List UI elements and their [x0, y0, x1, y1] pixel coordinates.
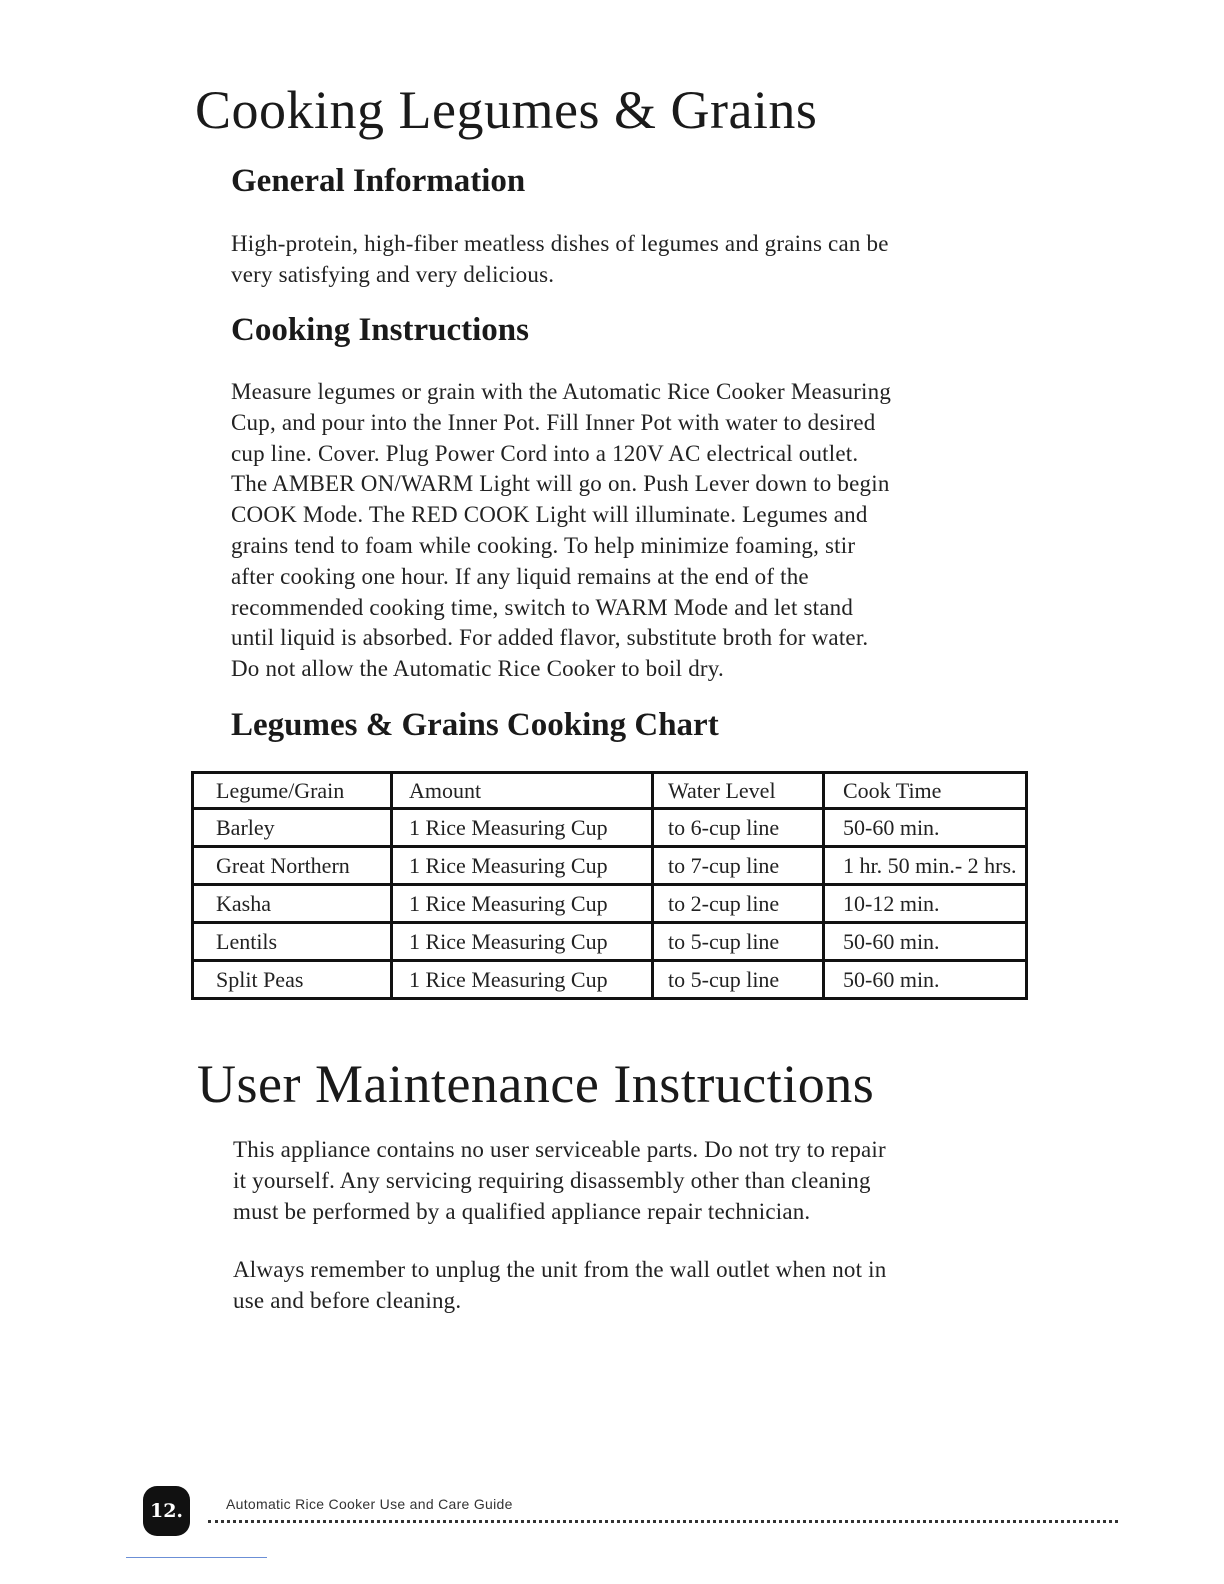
table-header-row	[193, 773, 1027, 809]
bottom-link-underline	[126, 1557, 267, 1558]
column-header-water-level: Water Level	[653, 773, 824, 809]
text-line: The AMBER ON/WARM Light will go on. Push Lever down to begin	[231, 471, 890, 497]
table-cell: to 5-cup line	[653, 961, 824, 999]
text-line: very satisfying and very delicious.	[231, 261, 555, 287]
table-row	[193, 885, 1027, 923]
text-line: cup line. Cover. Plug Power Cord into a 120V AC electrical outlet.	[231, 440, 859, 466]
general-information-text	[231, 229, 1031, 291]
table-row	[193, 923, 1027, 961]
text-line: recommended cooking time, switch to WARM Mode and let stand	[231, 594, 854, 620]
heading-cooking-chart: Legumes & Grains Cooking Chart	[231, 707, 719, 743]
table-cell: 1 Rice Measuring Cup	[392, 809, 653, 847]
table-cell: Split Peas	[193, 961, 392, 999]
text-line: COOK Mode. The RED COOK Light will illuminate. Legumes and	[231, 502, 868, 528]
table-cell: Lentils	[193, 923, 392, 961]
text-line: Always remember to unplug the unit from the wall outlet when not in	[233, 1257, 887, 1282]
table-cell: 1 Rice Measuring Cup	[392, 961, 653, 999]
text-line: until liquid is absorbed. For added flavor, substitute broth for water.	[231, 625, 869, 651]
footer-guide-title: Automatic Rice Cooker Use and Care Guide	[226, 1496, 513, 1512]
heading-general-information: General Information	[231, 163, 526, 199]
table-cell: to 7-cup line	[653, 847, 824, 885]
text-line: use and before cleaning.	[233, 1287, 462, 1313]
table-cell: to 5-cup line	[653, 923, 824, 961]
text-line: grains tend to foam while cooking. To help minimize foaming, stir	[231, 532, 856, 558]
text-line: Cup, and pour into the Inner Pot. Fill Inner Pot with water to desired	[231, 409, 876, 435]
heading-cooking-instructions: Cooking Instructions	[231, 312, 529, 348]
text-line: This appliance contains no user serviceable parts. Do not try to repair	[233, 1137, 886, 1162]
table-row	[193, 961, 1027, 999]
text-line: must be performed by a qualified appliance repair technician.	[233, 1198, 811, 1224]
table-cell: to 2-cup line	[653, 885, 824, 923]
table-cell: 1 Rice Measuring Cup	[392, 923, 653, 961]
table-cell: Kasha	[193, 885, 392, 923]
cooking-instructions-text	[231, 377, 1031, 685]
table-cell: Barley	[193, 809, 392, 847]
column-header-legume-grain: Legume/Grain	[193, 773, 392, 809]
text-line: Measure legumes or grain with the Automatic Rice Cooker Measuring	[231, 379, 892, 404]
column-header-cook-time: Cook Time	[824, 773, 1027, 809]
text-line: High-protein, high-fiber meatless dishes of legumes and grains can be	[231, 231, 889, 256]
page-footer	[143, 1486, 1118, 1536]
page-title-cooking: Cooking Legumes & Grains	[195, 80, 818, 140]
table-cell: 10-12 min.	[824, 885, 1027, 923]
table-cell: 50-60 min.	[824, 923, 1027, 961]
cooking-chart-table	[191, 771, 1028, 1000]
page-number-badge: 12.	[143, 1486, 190, 1536]
table-cell: 50-60 min.	[824, 809, 1027, 847]
text-line: it yourself. Any servicing requiring disassembly other than cleaning	[233, 1167, 871, 1193]
table-row	[193, 847, 1027, 885]
maintenance-text-1	[233, 1135, 1033, 1227]
table-cell: to 6-cup line	[653, 809, 824, 847]
table-cell: 50-60 min.	[824, 961, 1027, 999]
footer-dotted-rule	[208, 1520, 1118, 1523]
text-line: Do not allow the Automatic Rice Cooker to boil dry.	[231, 656, 724, 682]
table-row	[193, 809, 1027, 847]
table-cell: 1 Rice Measuring Cup	[392, 885, 653, 923]
table-cell: 1 hr. 50 min.- 2 hrs.	[824, 847, 1027, 885]
table-cell: Great Northern	[193, 847, 392, 885]
maintenance-text-2	[233, 1255, 1033, 1317]
page-title-maintenance: User Maintenance Instructions	[197, 1054, 875, 1114]
table-cell: 1 Rice Measuring Cup	[392, 847, 653, 885]
text-line: after cooking one hour. If any liquid remains at the end of the	[231, 563, 809, 589]
column-header-amount: Amount	[392, 773, 653, 809]
